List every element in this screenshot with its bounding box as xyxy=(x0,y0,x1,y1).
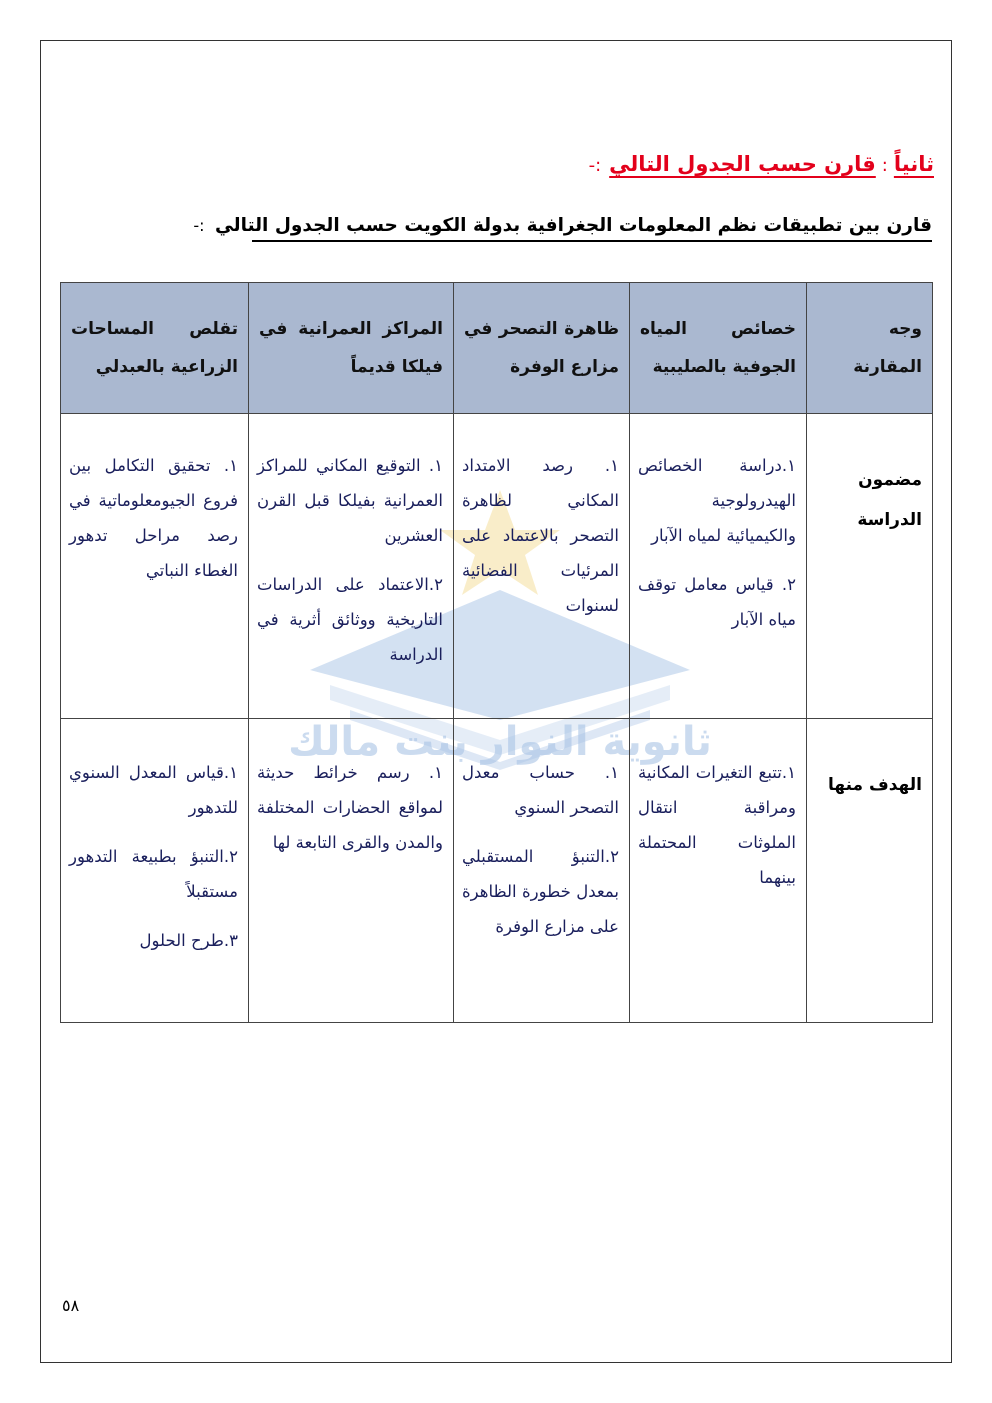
section-title xyxy=(589,152,934,176)
title-mark: :- xyxy=(588,155,602,176)
table-cell xyxy=(630,719,807,1023)
header-label: تقلص المساحات الزراعية بالعبدلي xyxy=(71,319,238,377)
cell-item: ١.دراسة الخصائص الهيدرولوجية والكيميائية لمياه الآبار xyxy=(638,456,796,545)
cell-item: ٢. قياس معامل توقف مياه الآبار xyxy=(638,575,796,629)
header-label: ظاهرة التصحر في مزارع الوفرة xyxy=(464,319,619,377)
header-cell xyxy=(454,283,630,414)
section-subtitle xyxy=(193,215,932,242)
table-cell xyxy=(249,414,454,719)
cell-item: ١. رصد الامتداد المكاني لظاهرة التصحر بالاعتماد على المرئيات الفضائية لسنوات xyxy=(462,456,619,615)
header-cell xyxy=(630,283,807,414)
header-label: المراكز العمرانية في فيلكا قديماً xyxy=(259,319,443,377)
header-label: خصائص المياه الجوفية بالصليبية xyxy=(640,319,796,377)
row-label: الهدف منها xyxy=(828,775,922,795)
subtitle-mark: :- xyxy=(193,216,205,235)
cell-item: ٢.التنبؤ المستقبلي بمعدل خطورة الظاهرة على مزارع الوفرة xyxy=(462,847,619,936)
cell-item: ٣.طرح الحلول xyxy=(139,931,238,950)
cell-item: ١.قياس المعدل السنوي للتدهور xyxy=(69,763,238,817)
table-row xyxy=(61,414,933,719)
title-colon: : xyxy=(881,155,888,176)
watermark-school-name: ثانوية النوار بنت مالك xyxy=(288,719,712,765)
table-cell xyxy=(61,719,249,1023)
page-number: ٥٨ xyxy=(62,1296,80,1315)
row-label: مضمون الدراسة xyxy=(857,470,922,530)
table-cell xyxy=(454,414,630,719)
cell-item: ١. رسم خرائط حديثة لمواقع الحضارات المختلفة والمدن والقرى التابعة لها xyxy=(257,763,443,852)
table-cell xyxy=(454,719,630,1023)
header-label: وجه المقارنة xyxy=(853,319,922,377)
cell-item: ١.تتبع التغيرات المكانية ومراقبة انتقال الملوثات المحتملة بينهما xyxy=(638,763,796,887)
cell-item: ١. حساب معدل التصحر السنوي xyxy=(462,763,619,817)
table-cell xyxy=(630,414,807,719)
subtitle-text: قارن بين تطبيقات نظم المعلومات الجغرافية بدولة الكويت حسب الجدول التالي xyxy=(214,215,932,236)
instruction-text: قارن حسب الجدول التالي xyxy=(609,152,876,176)
cell-item: ٢.الاعتماد على الدراسات التاريخية ووثائق أثرية في الدراسة xyxy=(257,575,443,664)
table-cell xyxy=(249,719,454,1023)
cell-item: ١. التوقيع المكاني للمراكز العمرانية بفيلكا قبل القرن العشرين xyxy=(257,456,443,545)
cell-item: ١. تحقيق التكامل بين فروع الجيومعلوماتية في رصد مراحل تدهور الغطاء النباتي xyxy=(69,456,238,580)
table-cell xyxy=(61,414,249,719)
cell-item: ٢.التنبؤ بطبيعة التدهور مستقبلاً xyxy=(69,847,238,901)
row-label-cell xyxy=(807,414,933,719)
row-label-cell xyxy=(807,719,933,1023)
header-cell xyxy=(807,283,933,414)
comparison-table xyxy=(60,282,933,1023)
header-cell xyxy=(249,283,454,414)
table-row xyxy=(61,719,933,1023)
header-cell xyxy=(61,283,249,414)
table-header-row xyxy=(61,283,933,414)
title-text: ثانياً xyxy=(893,152,934,176)
